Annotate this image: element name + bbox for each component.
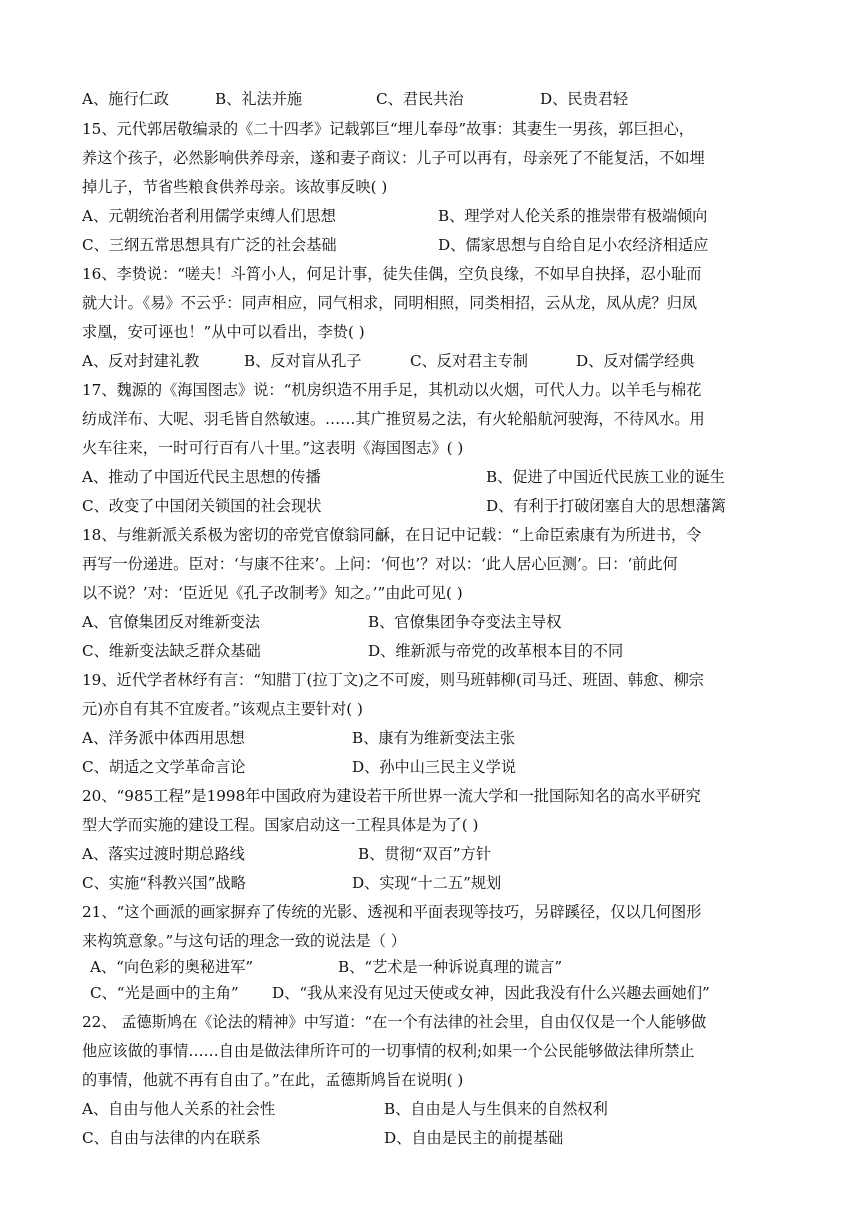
q15-stem-line-3: 掉儿子，节省些粮食供养母亲。该故事反映( ) bbox=[82, 178, 388, 196]
q22-option-c: C、自由与法律的内在联系 bbox=[82, 1129, 261, 1147]
q20-stem-line-1: 20、“985工程”是1998年中国政府为建设若干所世界一流大学和一批国际知名的高水平研究 bbox=[82, 787, 701, 805]
q17-option-b: B、促进了中国近代民族工业的诞生 bbox=[486, 468, 725, 486]
q19-option-d: D、孙中山三民主义学说 bbox=[352, 758, 517, 776]
q21-option-b: B、“艺术是一种诉说真理的谎言” bbox=[338, 958, 563, 976]
q18-option-a: A、官僚集团反对维新变法 bbox=[82, 613, 261, 631]
q22-stem-line-1: 22、 孟德斯鸠在《论法的精神》中写道：“在一个有法律的社会里，自由仅仅是一个人能够做 bbox=[82, 1013, 707, 1031]
q15-option-c: C、三纲五常思想具有广泛的社会基础 bbox=[82, 236, 337, 254]
q20-stem-line-2: 型大学而实施的建设工程。国家启动这一工程具体是为了( ) bbox=[82, 816, 479, 834]
q20-option-d: D、实现“十二五”规划 bbox=[352, 874, 502, 892]
q18-option-c: C、维新变法缺乏群众基础 bbox=[82, 642, 261, 660]
q17-option-c: C、改变了中国闭关锁国的社会现状 bbox=[82, 497, 322, 515]
q19-stem-line-2: 元)亦自有其不宜废者。”该观点主要针对( ) bbox=[82, 700, 363, 718]
q22-option-a: A、自由与他人关系的社会性 bbox=[82, 1100, 276, 1118]
q22-option-b: B、自由是人与生俱来的自然权利 bbox=[384, 1100, 608, 1118]
q14-option-c: C、君民共治 bbox=[376, 90, 464, 108]
q18-option-b: B、官僚集团争夺变法主导权 bbox=[368, 613, 562, 631]
q18-stem-line-2: 再写一份递进。臣对：‘与康不往来’。上问：‘何也’？对以：‘此人居心叵测’。曰：‘前此何 bbox=[82, 555, 678, 573]
q17-option-d: D、有利于打破闭塞自大的思想藩篱 bbox=[486, 497, 726, 515]
q14-option-b: B、礼法并施 bbox=[215, 90, 303, 108]
q19-option-a: A、洋务派中体西用思想 bbox=[82, 729, 245, 747]
q15-option-d: D、儒家思想与自给自足小农经济相适应 bbox=[438, 236, 709, 254]
q15-stem-line-2: 养这个孩子，必然影响供养母亲，遂和妻子商议：儿子可以再有，母亲死了不能复活，不如埋 bbox=[82, 149, 705, 167]
q16-stem-line-2: 就大计。《易》不云乎：同声相应，同气相求，同明相照，同类相招，云从龙，凤从虎？归凤 bbox=[82, 294, 698, 312]
q16-option-a: A、反对封建礼教 bbox=[82, 352, 200, 370]
q21-option-d: D、“我从来没有见过天使或女神，因此我没有什么兴趣去画她们” bbox=[272, 984, 710, 1002]
q17-stem-line-2: 纺成洋布、大呢、羽毛皆自然敏速。……其广推贸易之法，有火轮船航河驶海，不待风水。用 bbox=[82, 410, 705, 428]
q16-stem-line-1: 16、李贽说：“嗟夫！斗筲小人，何足计事，徒失佳偶，空负良缘，不如早自抉择，忍小耻而 bbox=[82, 265, 702, 283]
q20-option-a: A、落实过渡时期总路线 bbox=[82, 845, 245, 863]
q18-stem-line-3: 以不说？’对：‘臣近见《孔子改制考》知之。’”由此可见( ) bbox=[82, 584, 463, 602]
q20-option-b: B、贯彻“双百”方针 bbox=[358, 845, 492, 863]
q21-option-c: C、“光是画中的主角” bbox=[90, 984, 239, 1002]
q21-stem-line-2: 来构筑意象。”与这句话的理念一致的说法是（ ） bbox=[82, 932, 406, 950]
q14-option-d: D、民贵君轻 bbox=[540, 90, 629, 108]
q22-option-d: D、自由是民主的前提基础 bbox=[384, 1129, 564, 1147]
q21-stem-line-1: 21、“这个画派的画家摒弃了传统的光影、透视和平面表现等技巧，另辟蹊径，仅以几何图形 bbox=[82, 903, 702, 921]
q15-stem-line-1: 15、元代郭居敬编录的《二十四孝》记载郭巨“埋儿奉母”故事：其妻生一男孩，郭巨担心， bbox=[82, 120, 694, 138]
q16-option-d: D、反对儒学经典 bbox=[576, 352, 695, 370]
q21-option-a: A、“向色彩的奥秘进军” bbox=[90, 958, 254, 976]
q20-option-c: C、实施“科教兴国”战略 bbox=[82, 874, 246, 892]
q15-option-b: B、理学对人伦关系的推崇带有极端倾向 bbox=[438, 207, 708, 225]
q22-stem-line-3: 的事情，他就不再有自由了。”在此，孟德斯鸠旨在说明( ) bbox=[82, 1071, 464, 1089]
q17-stem-line-1: 17、魏源的《海国图志》说：“机房织造不用手足，其机动以火烟，可代人力。以羊毛与棉花 bbox=[82, 381, 702, 399]
q17-stem-line-3: 火车往来，一时可行百有八十里。”这表明《海国图志》( ) bbox=[82, 439, 464, 457]
q19-option-b: B、康有为维新变法主张 bbox=[352, 729, 516, 747]
q19-stem-line-1: 19、近代学者林纾有言：“知腊丁(拉丁文)之不可废，则马班韩柳(司马迁、班固、韩愈、柳宗 bbox=[82, 671, 704, 689]
q16-option-c: C、反对君主专制 bbox=[410, 352, 528, 370]
q17-option-a: A、推动了中国近代民主思想的传播 bbox=[82, 468, 321, 486]
q15-option-a: A、元朝统治者利用儒学束缚人们思想 bbox=[82, 207, 336, 225]
q19-option-c: C、胡适之文学革命言论 bbox=[82, 758, 246, 776]
q14-option-a: A、施行仁政 bbox=[82, 90, 169, 108]
q18-stem-line-1: 18、与维新派关系极为密切的帝党官僚翁同龢，在日记中记载：“上命臣索康有为所进书，令 bbox=[82, 526, 702, 544]
q16-stem-line-3: 求凰，安可诬也！”从中可以看出，李贽( ) bbox=[82, 323, 365, 341]
q22-stem-line-2: 他应该做的事情……自由是做法律所许可的一切事情的权利;如果一个公民能够做法律所禁止 bbox=[82, 1042, 695, 1060]
q18-option-d: D、维新派与帝党的改革根本目的不同 bbox=[368, 642, 624, 660]
q16-option-b: B、反对盲从孔子 bbox=[244, 352, 362, 370]
